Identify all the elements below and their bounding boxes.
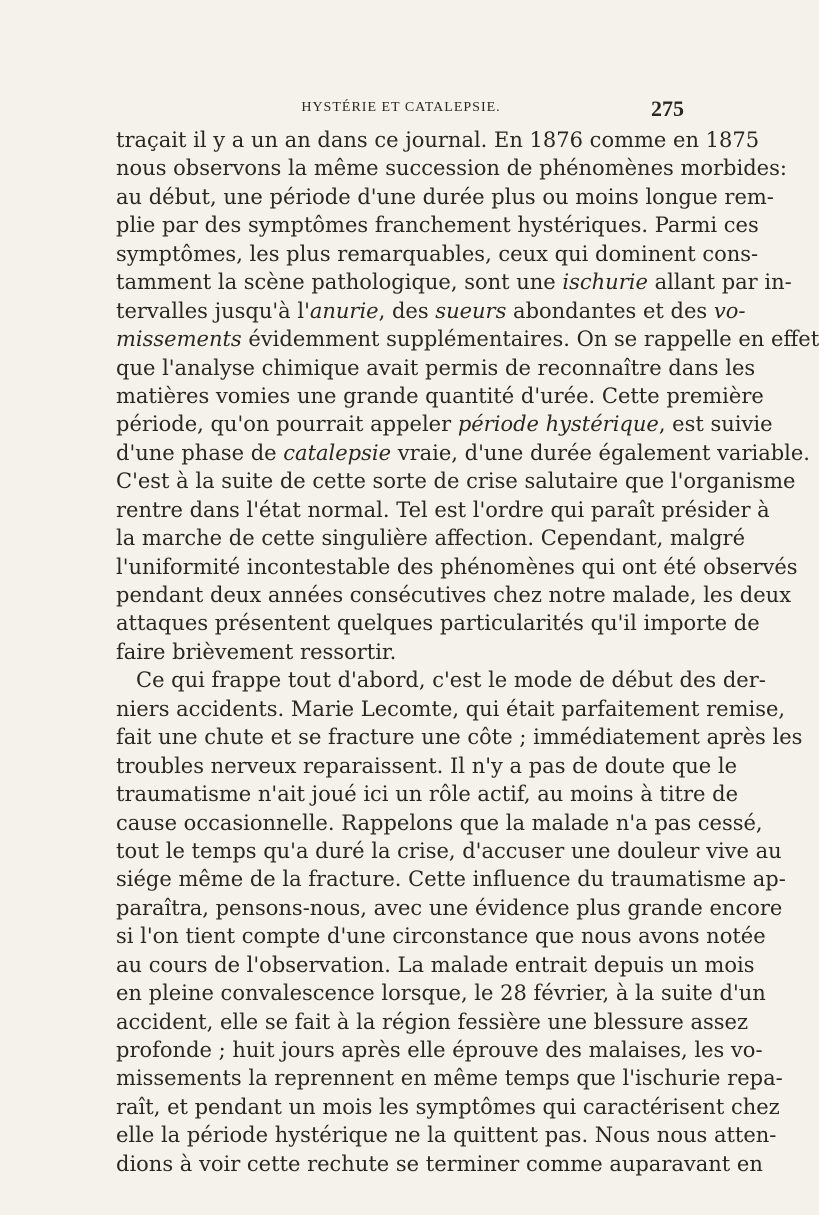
italic-term: période hystérique <box>457 412 659 437</box>
text-line <box>116 581 792 609</box>
text-segment: si l'on tient compte d'une circonstance que nous avons notée <box>116 924 766 949</box>
text-line <box>116 410 773 438</box>
text-segment: nous observons la même succession de phénomènes morbides: <box>116 156 787 181</box>
text-segment: pendant deux années consécutives chez notre malade, les deux <box>116 583 792 607</box>
body-text <box>116 126 819 1178</box>
text-segment: traçait il y a un an dans ce journal. En 1876 comme en 1875 <box>116 128 760 152</box>
page-number: 275 <box>651 96 684 121</box>
text-line <box>116 1008 749 1036</box>
text-line <box>116 354 756 382</box>
text-line <box>116 723 803 751</box>
text-line <box>116 382 764 410</box>
text-segment: C'est à la suite de cette sorte de crise salutaire que l'organisme <box>116 469 796 494</box>
text-line <box>116 1036 763 1064</box>
text-segment: tout le temps qu'a duré la crise, d'accuser une douleur vive au <box>116 838 782 863</box>
text-line <box>116 1150 763 1178</box>
text-segment: cause occasionnelle. Rappelons que la malade n'a pas cessé, <box>116 810 763 835</box>
text-segment: tamment la scène pathologique, sont une <box>116 270 563 295</box>
text-segment: l'uniformité incontestable des phénomènes qui ont été observés <box>116 554 798 579</box>
text-line <box>116 240 759 268</box>
running-title: HYSTÉRIE ET CATALEPSIE. <box>301 100 501 115</box>
text-segment: symptômes, les plus remarquables, ceux qui dominent cons- <box>116 241 759 266</box>
text-line <box>116 666 766 694</box>
text-segment: matières vomies une grande quantité d'urée. Cette première <box>116 383 764 408</box>
text-segment: abondantes et des <box>506 298 714 323</box>
text-line <box>116 837 782 865</box>
text-segment: Ce qui frappe tout d'abord, c'est le mode de début des der- <box>136 668 766 693</box>
italic-term: sueurs <box>435 298 507 323</box>
text-segment: tervalles jusqu'à l' <box>116 298 310 323</box>
text-segment: niers accidents. Marie Lecomte, qui était parfaitement remise, <box>116 696 786 721</box>
text-segment: faire brièvement ressortir. <box>116 639 397 664</box>
text-line <box>116 809 763 837</box>
text-line <box>116 638 684 666</box>
text-line <box>116 439 810 467</box>
text-line <box>116 922 766 950</box>
text-segment: d'une phase de <box>116 440 284 465</box>
italic-term: ischurie <box>562 270 648 295</box>
text-segment: attaques présentent quelques particularités qu'il importe de <box>116 611 760 636</box>
text-segment: vraie, d'une durée également variable. <box>391 440 810 465</box>
text-segment: au cours de l'observation. La malade entrait depuis un mois <box>116 952 755 977</box>
text-segment: la marche de cette singulière affection. Cependant, malgré <box>116 526 746 551</box>
italic-term: anurie <box>309 298 379 323</box>
text-line <box>116 1093 780 1121</box>
text-segment: , des <box>378 298 436 323</box>
text-line <box>116 865 786 893</box>
text-segment: en pleine convalescence lorsque, le 28 février, à la suite d'un <box>116 981 766 1006</box>
text-line <box>116 695 786 723</box>
italic-term: missements <box>116 327 242 352</box>
text-line <box>116 154 787 182</box>
text-segment: elle la période hystérique ne la quittent pas. Nous nous atten- <box>116 1123 777 1148</box>
text-segment: évidemment supplémentaires. On se rappelle en effet <box>241 327 819 352</box>
text-segment: dions à voir cette rechute se terminer comme auparavant en <box>116 1151 763 1176</box>
text-line <box>116 780 739 808</box>
text-segment: période, qu'on pourrait appeler <box>116 412 458 437</box>
text-segment: accident, elle se fait à la région fessière une blessure assez <box>116 1009 749 1034</box>
text-segment: paraîtra, pensons-nous, avec une évidence plus grande encore <box>116 895 783 920</box>
text-line <box>116 467 796 495</box>
text-line <box>116 268 792 296</box>
text-segment: profonde ; huit jours après elle éprouve des malaises, les vo- <box>116 1038 763 1062</box>
text-segment: siége même de la fracture. Cette influence du traumatisme ap- <box>116 867 786 892</box>
text-segment: missements la reprennent en même temps que l'ischurie repa- <box>116 1066 783 1091</box>
text-segment: troubles nerveux reparaissent. Il n'y a pas de doute que le <box>116 753 738 778</box>
text-line <box>116 183 774 211</box>
text-segment: allant par in- <box>647 270 792 295</box>
text-line <box>116 126 760 154</box>
text-line <box>116 211 759 239</box>
text-segment: fait une chute et se fracture une côte ; immédiatement après les <box>116 725 803 750</box>
text-segment: rentre dans l'état normal. Tel est l'ordre qui paraît présider à <box>116 497 770 522</box>
text-line <box>116 1064 783 1092</box>
italic-term: vo- <box>713 298 746 323</box>
text-line <box>116 325 819 353</box>
running-head <box>118 96 684 126</box>
italic-term: catalepsie <box>283 440 392 465</box>
text-line <box>116 1121 777 1149</box>
text-line <box>116 979 766 1007</box>
text-line <box>116 951 755 979</box>
text-segment: au début, une période d'une durée plus ou moins longue rem- <box>116 184 774 209</box>
text-segment: plie par des symptômes franchement hystériques. Parmi ces <box>116 213 759 238</box>
text-line <box>116 297 746 325</box>
text-line <box>116 496 770 524</box>
text-segment: traumatisme n'ait joué ici un rôle actif, au moins à titre de <box>116 782 739 807</box>
text-line <box>116 524 746 552</box>
text-line <box>116 894 783 922</box>
text-segment: raît, et pendant un mois les symptômes qui caractérisent chez <box>116 1094 780 1119</box>
text-line <box>116 609 760 637</box>
text-segment: que l'analyse chimique avait permis de reconnaître dans les <box>116 355 756 380</box>
text-line <box>116 752 738 780</box>
text-line <box>116 553 798 581</box>
text-segment: , est suivie <box>658 412 773 437</box>
